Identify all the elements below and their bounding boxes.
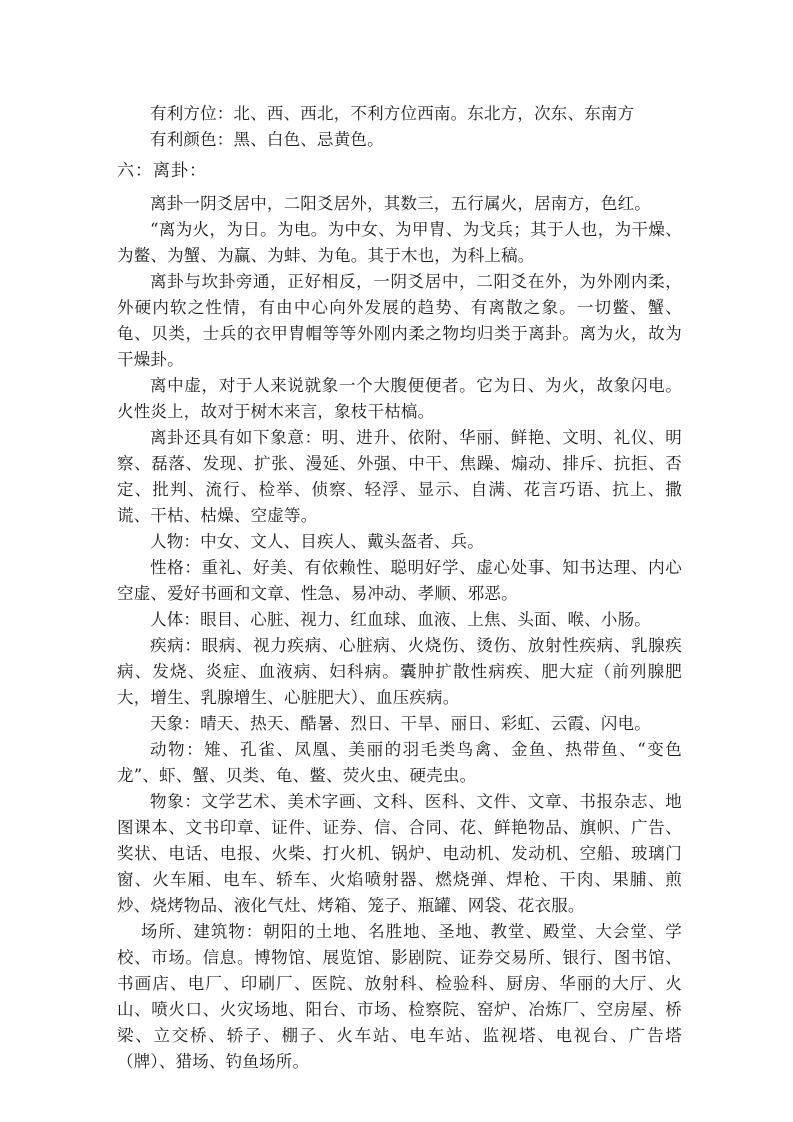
document-page <box>117 101 682 1075</box>
paragraph-li-quote: “离为火，为日。为电。为中女、为甲胄、为戈兵；其于人也，为干燥、为鳖、为蟹、为赢、为蚌、为龟。其于木也，为科上稿。 <box>117 220 682 265</box>
paragraph-li-center-empty: 离中虚，对于人来说就象一个大腹便便者。它为日、为火，故象闪电。火性炎上，故对于树木来言，象枝干枯槁。 <box>117 376 682 421</box>
paragraph-personality: 性格：重礼、好美、有依赖性、聪明好学、虚心处事、知书达理、内心空虚、爱好书画和文章、性急、易冲动、孝顺、邪恶。 <box>117 558 682 603</box>
section-heading: 六：离卦： <box>117 161 207 181</box>
paragraph-favorable-directions: 有利方位：北、西、西北，不利方位西南。东北方，次东、东南方 <box>150 104 635 123</box>
paragraph-places: 场所、建筑物：朝阳的土地、名胜地、圣地、教堂、殿堂、大会堂、学校、市场。信息。博物馆、展览馆、影剧院、证券交易所、银行、图书馆、书画店、电厂、印刷厂、医院、放射科、检验科、厨房、华丽的大厅、火山、喷火口、火灾场地、阳台、市场、检察院、窑炉、冶炼厂、空房屋、桥梁、立交桥、轿子、棚子、火车站、电车站、监视塔、电视台、广告塔（牌）、猎场、钓鱼场所。 <box>117 922 682 1071</box>
paragraph-animals: 动物：雉、孔雀、凤凰、美丽的羽毛类鸟禽、金鱼、热带鱼、“变色龙”、虾、蟹、贝类、龟、鳖、荧火虫、硬壳虫。 <box>117 740 682 785</box>
paragraph-li-meanings: 离卦还具有如下象意：明、进升、依附、华丽、鲜艳、文明、礼仪、明察、磊落、发现、扩张、漫延、外强、中干、焦躁、煽动、排斥、抗拒、否定、批判、流行、检举、侦察、轻浮、显示、自满、花言巧语、抗上、撒谎、干枯、枯燥、空虚等。 <box>117 428 682 525</box>
paragraph-illness: 疾病：眼病、视力疾病、心脏病、火烧伤、烫伤、放射性疾病、乳腺疾病、发烧、炎症、血液病、妇科病。囊肿扩散性病疾、肥大症（前列腺肥大，增生、乳腺增生、心脏肥大）、血压疾病。 <box>117 636 682 707</box>
paragraph-body: 人体：眼目、心脏、视力、红血球、血液、上焦、头面、喉、小肠。 <box>150 610 651 629</box>
paragraph-objects: 物象：文学艺术、美术字画、文科、医科、文件、文章、书报杂志、地图课本、文书印章、证件、证券、信、合同、花、鲜艳物品、旗帜、广告、奖状、电话、电报、火柴、打火机、锅炉、电动机、发动机、空船、玻璃门窗、火车厢、电车、轿车、火焰喷射器、燃烧弹、焊枪、干肉、果脯、煎炒、烧烤物品、液化气灶、烤箱、笼子、瓶罐、网袋、花衣服。 <box>117 792 682 915</box>
paragraph-li-summary: 离卦一阴爻居中，二阳爻居外，其数三，五行属火，居南方，色红。 <box>150 194 651 213</box>
paragraph-people: 人物：中女、文人、目疾人、戴头盔者、兵。 <box>150 532 484 551</box>
paragraph-li-kan-comparison: 离卦与坎卦旁通，正好相反，一阴爻居中，二阳爻在外，为外刚内柔，外硬内软之性情，有由中心向外发展的趋势、有离散之象。一切鳖、蟹、龟、贝类，士兵的衣甲胄帽等等外刚内柔之物均归类于离卦。离为火，故为干燥卦。 <box>117 272 682 369</box>
paragraph-weather: 天象：晴天、热天、酷暑、烈日、干旱、丽日、彩虹、云霞、闪电。 <box>150 714 651 733</box>
paragraph-favorable-colors: 有利颜色：黑、白色、忌黄色。 <box>150 130 384 149</box>
